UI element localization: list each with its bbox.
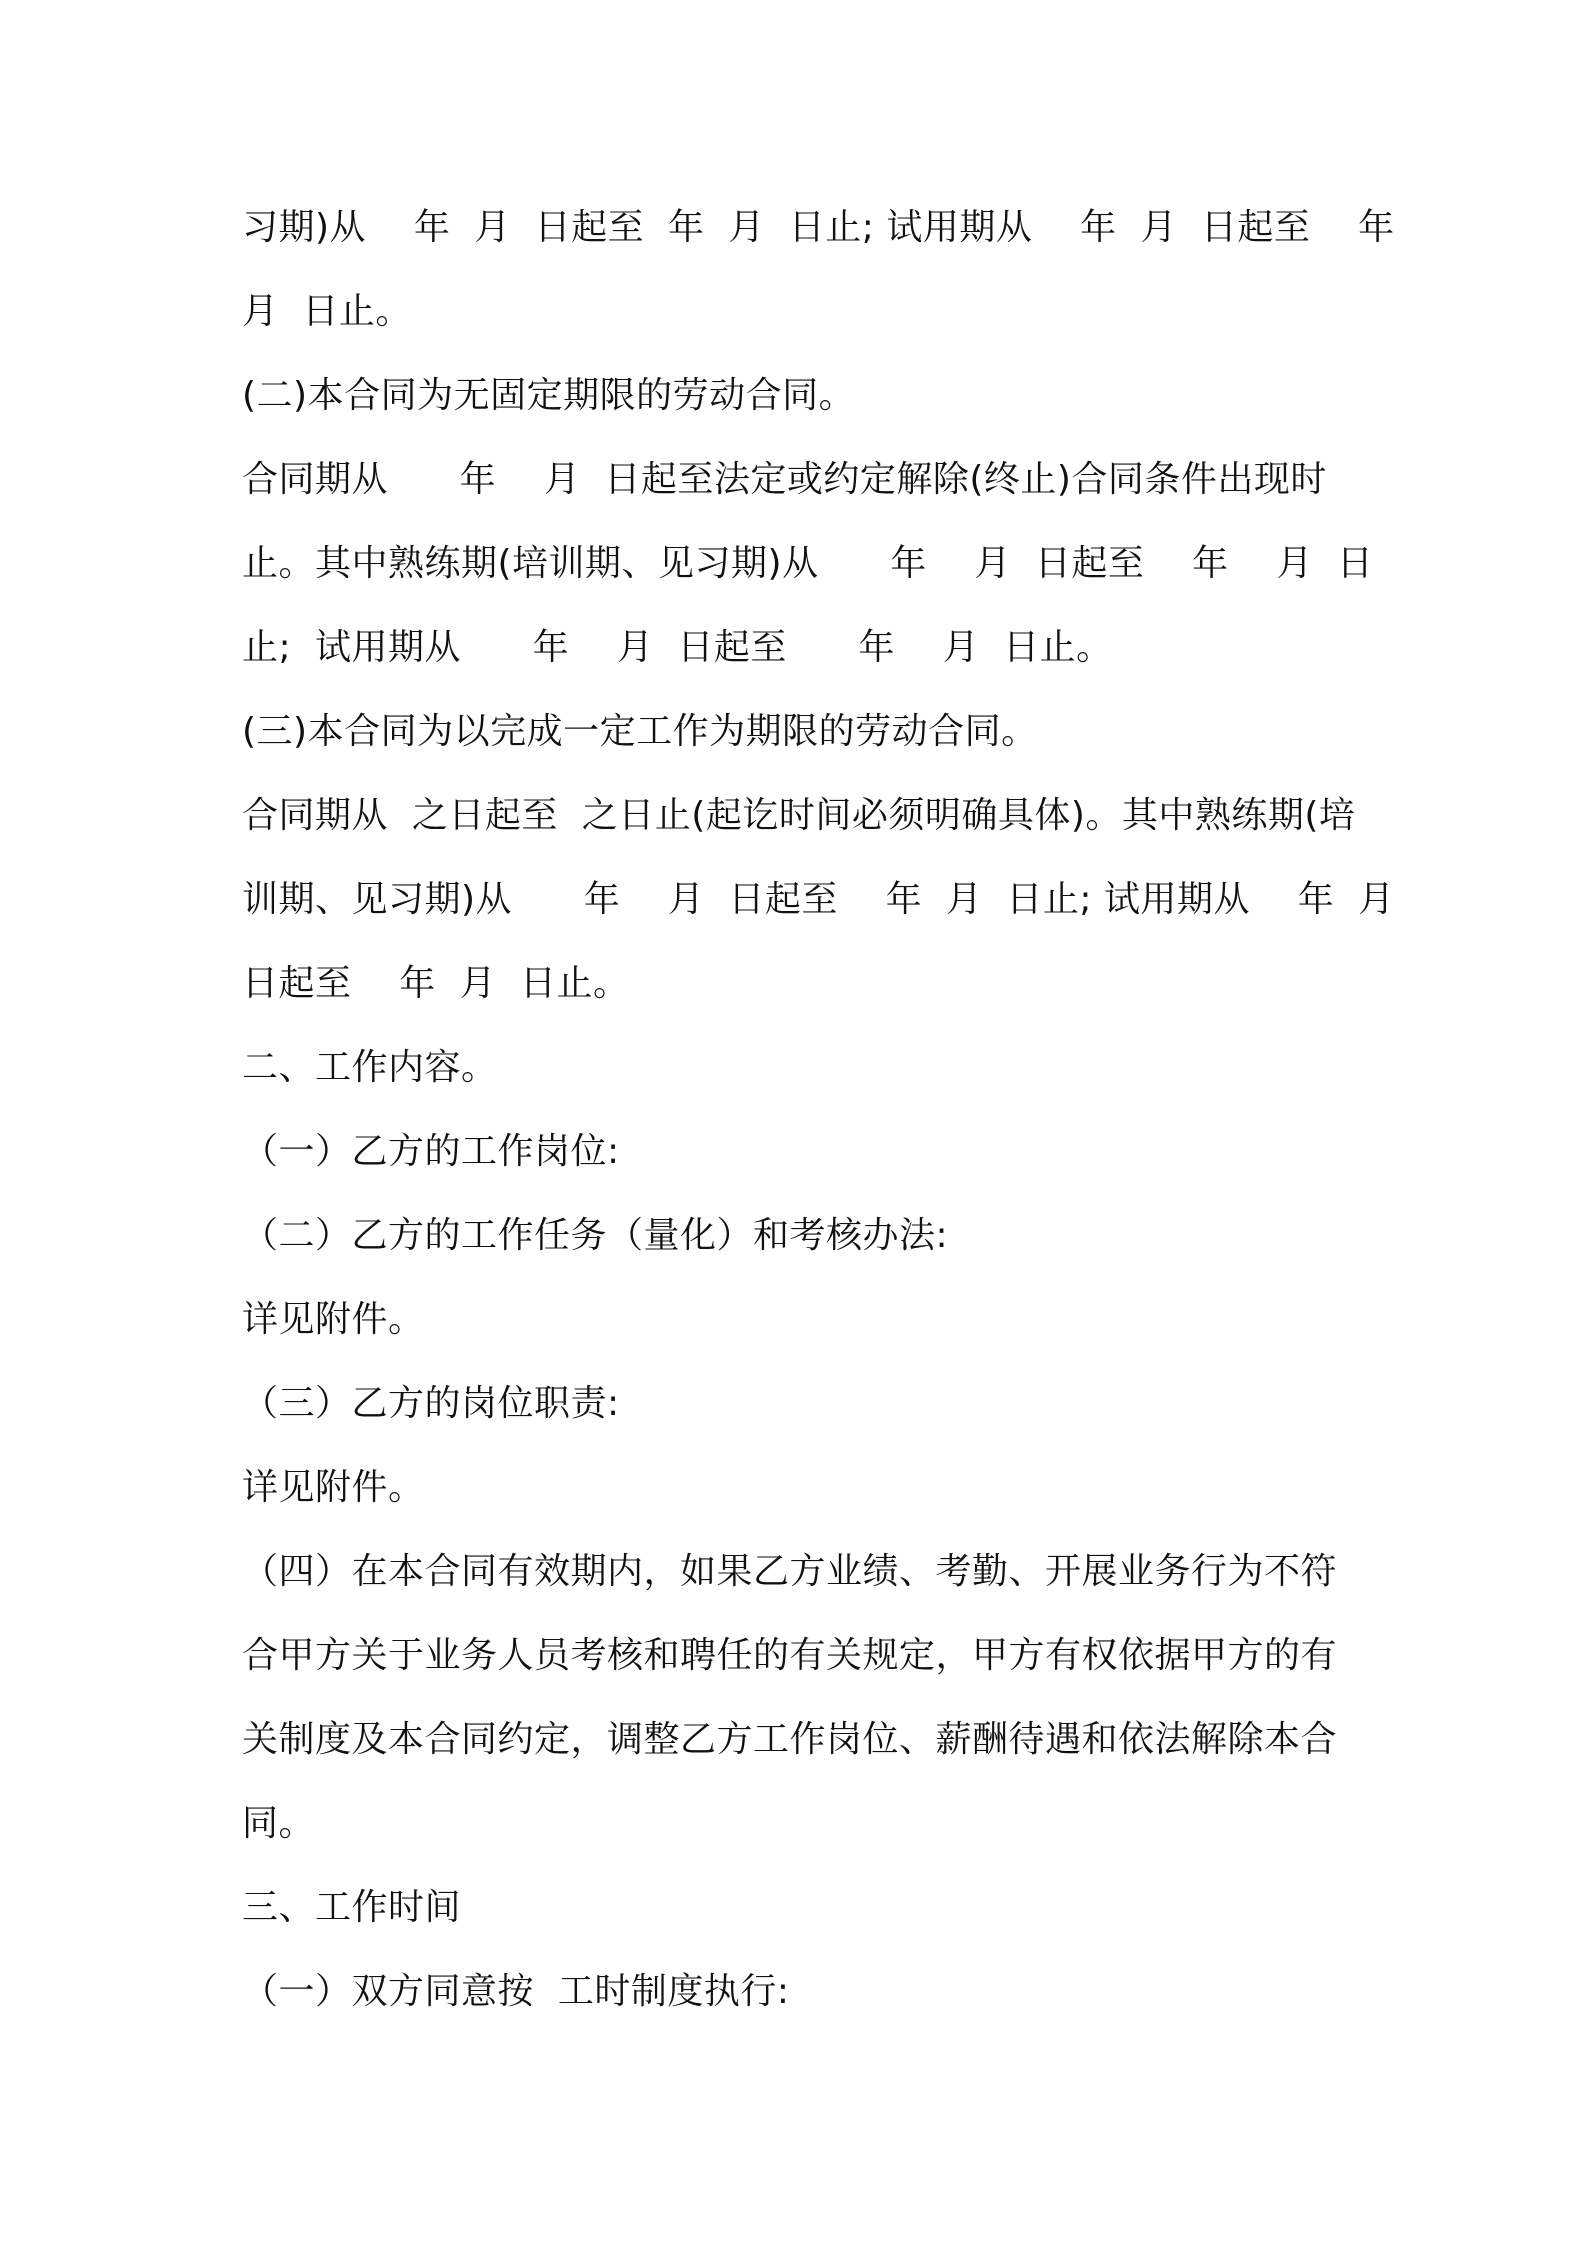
section-heading: 三、工作时间 (242, 1887, 462, 1928)
text-line: 合同期从 年 月 日起至法定或约定解除(终止)合同条件出现时 (242, 459, 1327, 500)
text-line: 训期、见习期)从 年 月 日起至 年 月 日止; 试用期从 年 月 (242, 879, 1395, 920)
text-line: 止。其中熟练期(培训期、见习期)从 年 月 日起至 年 月 日 (242, 543, 1374, 584)
text-line: （一）乙方的工作岗位: (242, 1131, 620, 1172)
text-line: 合甲方关于业务人员考核和聘任的有关规定，甲方有权依据甲方的有 (242, 1635, 1338, 1676)
text-line: 合同期从 之日起至 之日止(起讫时间必须明确具体)。其中熟练期(培 (242, 795, 1356, 836)
text-line: 详见附件。 (242, 1467, 425, 1508)
text-line: 同。 (242, 1803, 316, 1844)
text-line: 习期)从 年 月 日起至 年 月 日止; 试用期从 年 月 日起至 年 (242, 207, 1395, 248)
text-line: （二）乙方的工作任务（量化）和考核办法: (242, 1215, 949, 1256)
text-line: (二)本合同为无固定期限的劳动合同。 (242, 375, 856, 416)
text-line: 详见附件。 (242, 1299, 425, 1340)
section-heading: 二、工作内容。 (242, 1047, 498, 1088)
text-line: （一）双方同意按 工时制度执行: (242, 1971, 790, 2012)
text-line: 关制度及本合同约定，调整乙方工作岗位、薪酬待遇和依法解除本合 (242, 1719, 1338, 1760)
text-line: 日起至 年 月 日止。 (242, 963, 630, 1004)
text-line: (三)本合同为以完成一定工作为期限的劳动合同。 (242, 711, 1038, 752)
text-line: （三）乙方的岗位职责: (242, 1383, 620, 1424)
text-line: 月 日止。 (242, 291, 412, 332)
text-line: （四）在本合同有效期内，如果乙方业绩、考勤、开展业务行为不符 (242, 1551, 1338, 1592)
text-line: 止; 试用期从 年 月 日起至 年 月 日止。 (242, 627, 1113, 668)
